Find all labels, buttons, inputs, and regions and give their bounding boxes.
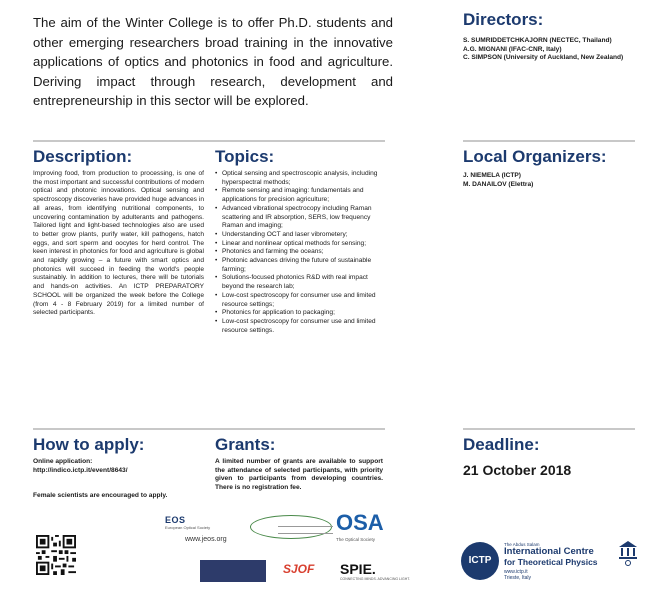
osa-logo: OSA <box>336 510 384 535</box>
director-name: C. SIMPSON (University of Auckland, New Zealand) <box>463 54 624 62</box>
local-organizers-list <box>463 172 653 189</box>
how-to-apply-heading: How to apply: <box>33 435 145 454</box>
topic-item: • Low-cost spectroscopy for consumer use and limited resource settings; <box>215 292 385 309</box>
sjof-logo: SJOF <box>283 562 315 576</box>
ictp-acronym: ICTP <box>468 555 492 566</box>
section-divider <box>463 140 635 142</box>
topics-list <box>215 170 385 335</box>
eos-logo-text: EOS <box>165 515 186 525</box>
ictp-emblem-icon <box>461 542 499 580</box>
topic-item: • Linear and nonlinear optical methods for sensing; <box>215 240 385 249</box>
application-info <box>33 458 208 475</box>
director-name: S. SUMRIDDETCHKAJORN (NECTEC, Thailand) <box>463 37 612 44</box>
topic-item: • Remote sensing and imaging: fundamentals and applications for precision agriculture; <box>215 187 385 204</box>
directors-list <box>463 37 663 63</box>
topic-item: • Advanced vibrational spectrocopy including Raman scattering and IR absorption, SERS, low frequency Raman and imaging; <box>215 205 385 231</box>
topic-item: • Photonics for application to packaging; <box>215 309 385 318</box>
topics-heading: Topics: <box>215 147 275 166</box>
unesco-iaea-icon <box>618 540 638 566</box>
spie-logo-subtitle: CONNECTING MINDS. ADVANCING LIGHT. <box>340 577 410 581</box>
university-name-logo <box>278 526 333 534</box>
spie-logo: SPIE. <box>340 561 376 577</box>
osa-logo-subtitle: The Optical Society <box>336 537 376 542</box>
application-link[interactable]: http://indico.ictp.it/event/8643/ <box>33 466 128 474</box>
topic-item: • Optical sensing and spectroscopic analysis, including hyperspectral methods; <box>215 170 385 187</box>
ictp-name-line2: for Theoretical Physics <box>504 557 598 567</box>
topic-item: • Low-cost spectroscopy for consumer use and limited resource settings. <box>215 318 385 335</box>
director-name: A.G. MIGNANI (IFAC-CNR, Italy) <box>463 45 562 53</box>
partner-institution-logo <box>200 560 266 582</box>
section-divider <box>33 428 385 430</box>
description-heading: Description: <box>33 147 133 166</box>
online-application-label: Online application: <box>33 458 93 465</box>
section-divider <box>463 428 635 430</box>
qr-code-icon <box>36 535 76 575</box>
local-organizers-heading: Local Organizers: <box>463 147 607 166</box>
directors-heading: Directors: <box>463 10 544 29</box>
section-divider <box>33 140 385 142</box>
ictp-name-line1: International Centre <box>504 546 594 557</box>
deadline-heading: Deadline: <box>463 435 540 454</box>
organizer-name: M. DANAILOV (Elettra) <box>463 180 534 188</box>
ictp-prefix: The Abdus Salam <box>504 542 540 547</box>
organizer-name: J. NIEMELA (ICTP) <box>463 172 522 179</box>
topic-item: • Understanding OCT and laser vibrometery; <box>215 231 385 240</box>
description-text: Improving food, from production to processing, is one of the most important and successful contributions of modern optical and photonic innovations. Optical sensing and spectroscopy discoveries have provided huge advances in all areas, from identifying nutritional components, to uncovering contamination by adulterants and pathogens. Tailored light and light-based technologies also are used to better grow plants, purify water, kill pathogens, hatch eggs, and sort sperm and oocytes for herd control. The keen interest in photonics for food and agriculture is global and rapidly growing – a future with smart optics and photonics will succeed in feeding the world's people sustainably. In addition to lectures, there will be tutorials and hands-on activities. An ICTP PREPARATORY SCHOOL will be organized the week before the College (from 4 - 8 February 2019) for a limited number of selected participants. <box>33 170 204 317</box>
ictp-url[interactable]: www.ictp.it <box>504 569 528 575</box>
topic-item: • Photonic advances driving the future of sustainable farming; <box>215 257 385 274</box>
intro-text: The aim of the Winter College is to offer Ph.D. students and other emerging researchers broad training in the innovative applications of optics and photonics in food and agriculture. Deriving impact through research, development and entrepreneurship in this sector will be explored. <box>33 15 393 108</box>
deadline-date: 21 October 2018 <box>463 462 572 478</box>
ictp-location: Trieste, Italy <box>504 575 532 581</box>
topic-item: • Solutions-focused photonics R&D with real impact beyond the research lab; <box>215 274 385 291</box>
eos-logo-subtitle: European Optical Society <box>165 525 211 530</box>
eos-url[interactable]: www.jeos.org <box>185 536 227 543</box>
topic-item: • Photonics and farming the oceans; <box>215 248 385 257</box>
grants-text: A limited number of grants are available to support the attendance of selected participants, with priority given to participants from developing countries. There is no registration fee. <box>215 458 383 492</box>
female-scientists-note: Female scientists are encouraged to apply. <box>33 492 168 499</box>
grants-heading: Grants: <box>215 435 276 454</box>
ictp-name-block <box>504 542 614 581</box>
